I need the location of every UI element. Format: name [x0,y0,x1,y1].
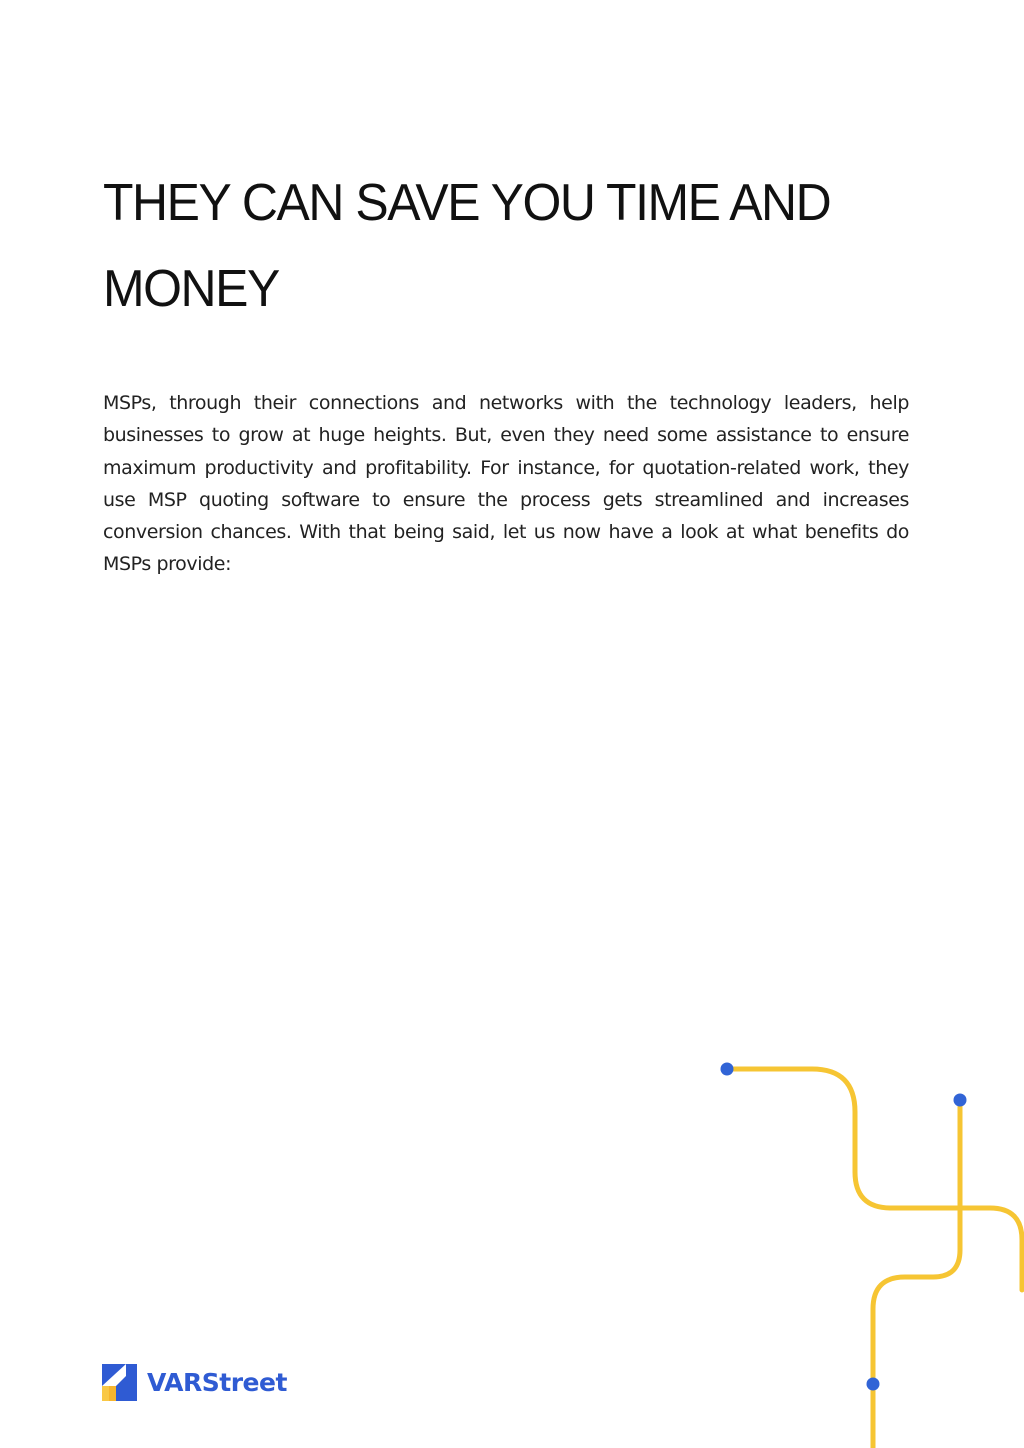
varstreet-logo [102,1364,287,1401]
varstreet-logo-icon [102,1364,137,1401]
circuit-dot [954,1094,967,1107]
circuit-line [873,1100,960,1448]
circuit-line [727,1069,1022,1290]
circuit-dot [721,1063,734,1076]
circuit-dot [867,1378,880,1391]
logo-wordmark: VARStreet [147,1368,287,1397]
body-paragraph: MSPs, through their connections and networks with the technology leaders, help businesses to grow at huge heights. But, even they need some assistance to ensure maximum productivity and profitability. For instance, for quotation-related work, they use MSP quoting software to ensure the process gets streamlined and increases conversion chances. With that being said, let us now have a look at what benefits do MSPs provide: [103,392,909,576]
page-title: THEY CAN SAVE YOU TIME AND MONEY [103,174,831,318]
